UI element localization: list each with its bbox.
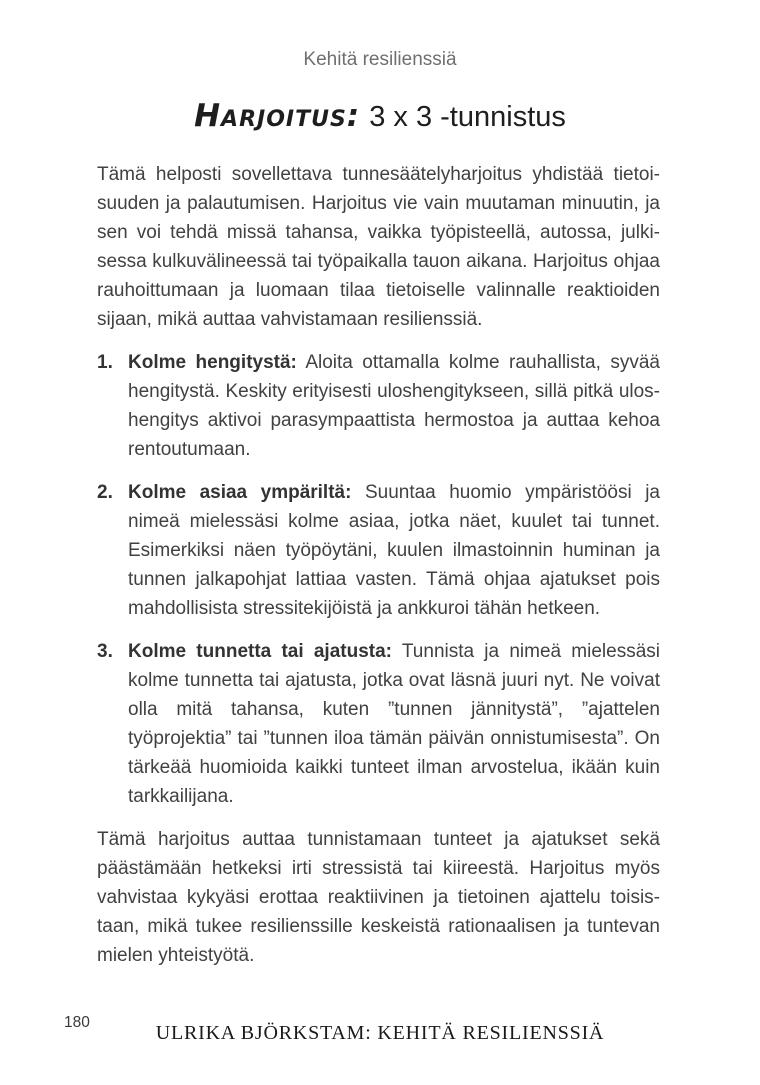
- list-item-text: Suuntaa huomio ympäristöösi ja nimeä mielessäsi kolme asiaa, jotka näet, kuulet tai tunnet. Esimerkiksi näen työpöytäni, kuulen ilmastoinnin huminan ja tunnen jalkapohjat lattiaa vasten. Tämä ohjaa ajatukset pois mahdollisista stressitekijöistä ja ankkuroi tähän hetkeen.: [128, 482, 661, 619]
- list-item-text: Aloita ottamalla kolme rauhallista, syvää hengitystä. Keskity erityisesti uloshengitykseen, sillä pitkä uloshengitys aktivoi parasympaattista hermostoa ja auttaa kehoa rentoutumaan.: [128, 352, 660, 460]
- list-item: [97, 348, 660, 464]
- list-item-lead: Kolme hengitystä:: [128, 352, 297, 373]
- steps-list: [97, 348, 660, 811]
- list-item-body: [128, 348, 660, 464]
- list-item-number: 2.: [97, 482, 113, 503]
- running-header: Kehitä resilienssiä: [303, 49, 457, 70]
- page-number: 180: [64, 1014, 90, 1031]
- list-item-text: Tunnista ja nimeä mielessäsi kolme tunnetta tai ajatusta, jotka ovat läsnä juuri nyt. Ne voivat olla mitä tahansa, kuten ”tunnen jännitystä”, ”ajattelen työprojektia” tai ”tunnen iloa tämän päivän onnistumisesta”. On tärkeää huomioida kaikki tunteet ilman arvostelua, ikään kuin tarkkailijana.: [128, 641, 660, 807]
- list-item-number: 3.: [97, 641, 113, 662]
- list-item-body: [128, 637, 660, 811]
- list-item-body: [128, 478, 660, 623]
- exercise-title: 3 x 3 -tunnistus: [369, 101, 566, 133]
- list-item-lead: Kolme tunnetta tai ajatusta:: [128, 641, 393, 662]
- exercise-label: Harjoitus:: [194, 98, 361, 134]
- page-content: [97, 160, 660, 984]
- list-item: [97, 478, 660, 623]
- page-title: [0, 97, 760, 134]
- footer-book-title: ULRIKA BJÖRKSTAM: KEHITÄ RESILIENSSIÄ: [155, 1022, 605, 1044]
- closing-paragraph: Tämä harjoitus auttaa tunnistamaan tunteet ja ajatukset sekä päästämään hetkeksi irti stressistä tai kiireestä. Harjoitus myös vahvistaa kykyäsi erottaa reaktiivinen ja tietoinen ajattelu toisistaan, mikä tukee resilienssille keskeistä rationaalisen ja tuntevan mielen yhteistyötä.: [97, 829, 660, 966]
- list-item-number: 1.: [97, 352, 113, 373]
- list-item: [97, 637, 660, 811]
- list-item-lead: Kolme asiaa ympäriltä:: [128, 482, 352, 503]
- intro-paragraph: Tämä helposti sovellettava tunnesäätelyharjoitus yhdistää tietoisuuden ja palautumisen. Harjoitus vie vain muutaman minuutin, ja sen voi tehdä missä tahansa, vaikka työpisteellä, autossa, julkisessa kulkuvälineessä tai työpaikalla tauon aikana. Harjoitus ohjaa rauhoittumaan ja luomaan tilaa tietoiselle valinnalle reaktioiden sijaan, mikä auttaa vahvistamaan resilienssiä.: [97, 164, 660, 330]
